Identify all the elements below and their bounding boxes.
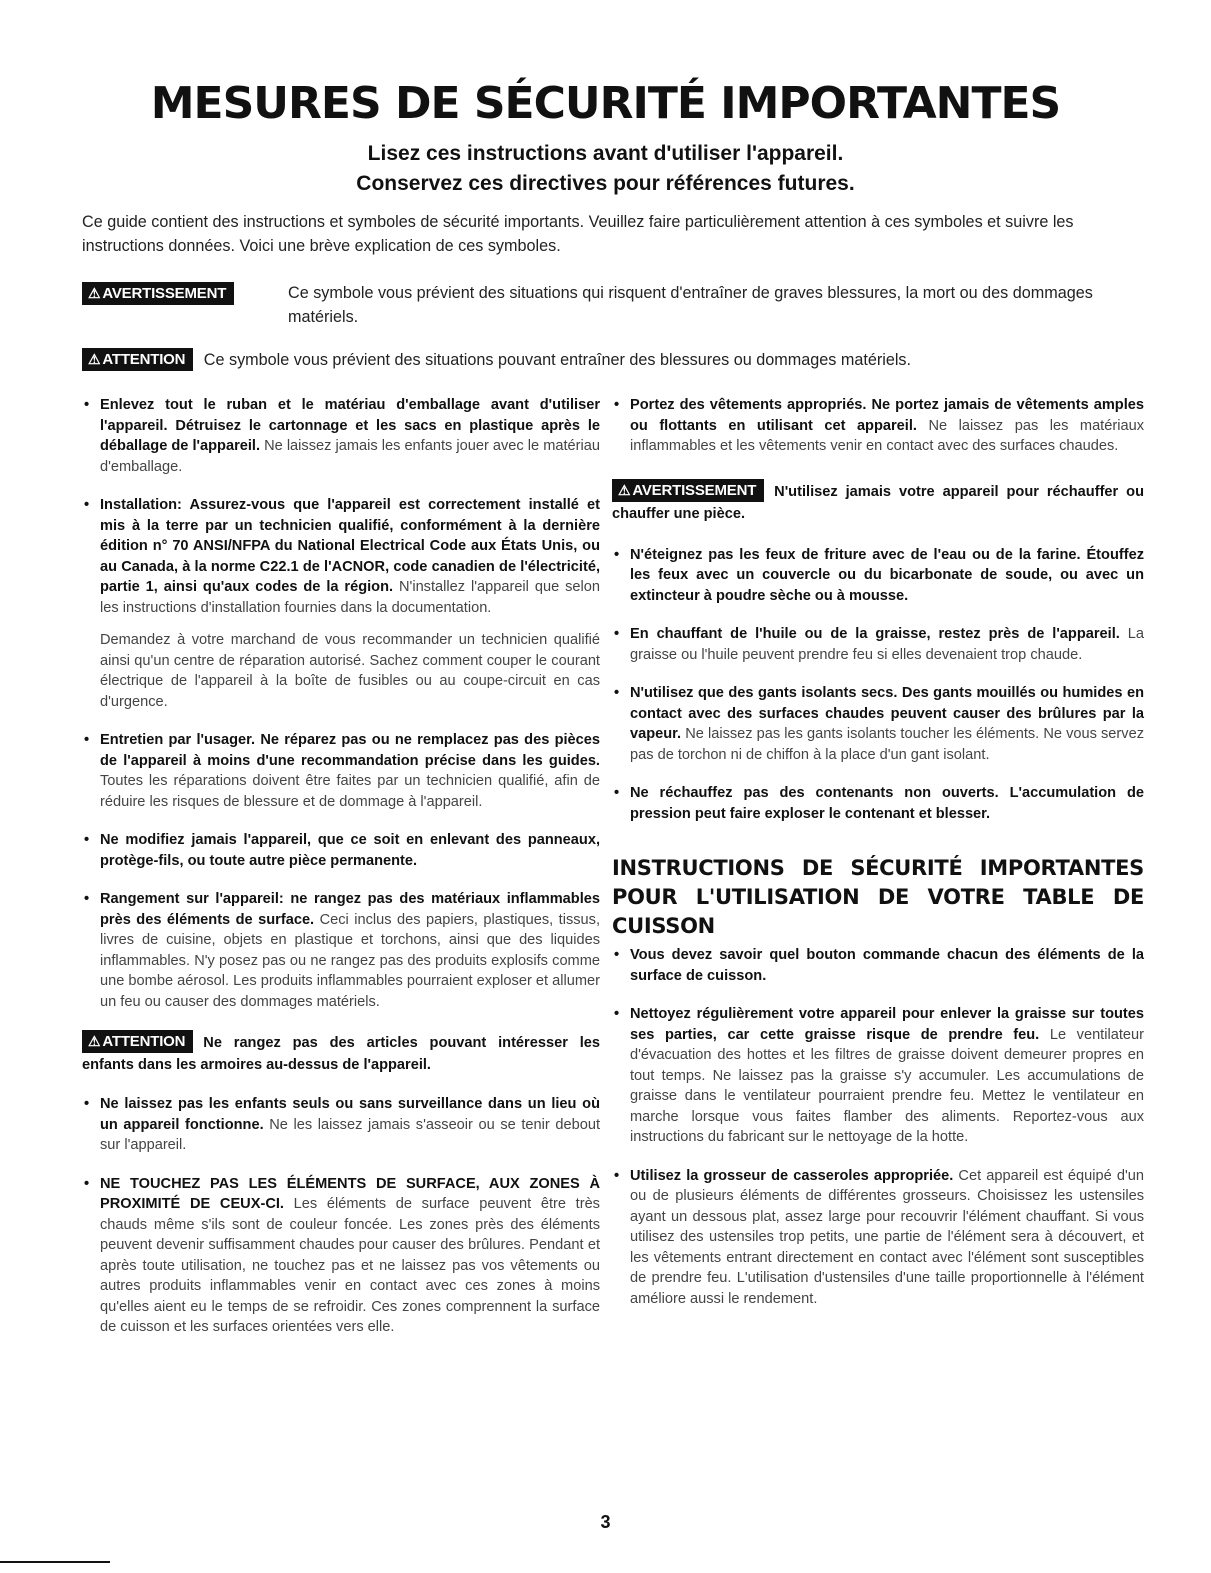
- list-item: • Entretien par l'usager. Ne réparez pas ou ne remplacez pas des pièces de l'appareil à moins d'une recommandation précise dans les guides. Toutes les réparations doivent être faites par un technicien qualifié, afin de réduire les risques de blessure et de dommage à l'appareil.: [82, 730, 600, 812]
- list-item: • Ne réchauffez pas des contenants non ouverts. L'accumulation de pression peut faire exploser le contenant et blesser.: [612, 783, 1144, 824]
- list-item: • Portez des vêtements appropriés. Ne portez jamais de vêtements amples ou flottants en utilisant cet appareil. Ne laissez pas les matériaux inflammables et les vêtements venir en contact avec des surfaces chaudes.: [612, 395, 1144, 457]
- list-item: • Rangement sur l'appareil: ne rangez pas des matériaux inflammables près des éléments de surface. Ceci inclus des papiers, plastiques, tissus, livres de cuisine, objets en plastique et torchons, ainsi que des liquides inflammables. N'y posez pas ou ne rangez pas des produits explosifs comme une bombe aérosol. Les produits inflammables pourraient exploser et allumer un feu ou causer des dommages matériels.: [82, 889, 600, 1012]
- page-number: 3: [600, 1512, 611, 1532]
- caution-definition: [82, 348, 1144, 372]
- warning-triangle-icon: ⚠: [618, 481, 631, 498]
- warning-triangle-icon: ⚠: [88, 285, 101, 301]
- list-item: • N'utilisez que des gants isolants secs. Des gants mouillés ou humides en contact avec des surfaces chaudes peuvent causer des brûlures par la vapeur. Ne laissez pas les gants isolants toucher les éléments. Ne vous servez pas de torchon ni de chiffon à la place d'un gant isolant.: [612, 683, 1144, 765]
- caution-badge: ⚠ ATTENTION: [82, 348, 193, 371]
- list-item: • Nettoyez régulièrement votre appareil pour enlever la graisse sur toutes ses parties, car cette graisse risque de prendre feu. Le ventilateur d'évacuation des hottes et les filtres de graisse doivent demeurer propres en tout temps. Ne laissez pas la graisse s'y accumuler. Les accumulations de graisse dans le ventilateur pourraient prendre feu. Mettez le ventilateur en marche lorsque vous faites flamber des aliments. Reportez-vous aux instructions du fabricant sur le nettoyage de la hotte.: [612, 1004, 1144, 1148]
- left-column: [82, 395, 600, 1356]
- warning-block-text: N'utilisez jamais votre appareil pour réchauffer ou chauffer une pièce.: [612, 483, 1144, 522]
- warning-definition: [82, 281, 1144, 329]
- caution-badge: ⚠ ATTENTION: [82, 1030, 193, 1053]
- list-item: • N'éteignez pas les feux de friture avec de l'eau ou de la farine. Étouffez les feux avec un couvercle ou du bicarbonate de soude, ou avec un extincteur à poudre sèche ou à mousse.: [612, 545, 1144, 607]
- list-item: • Utilisez la grosseur de casseroles appropriée. Cet appareil est équipé d'un ou de plusieurs éléments de différentes grosseurs. Choisissez les ustensiles ayant un dessous plat, assez large pour recouvrir l'élément chauffant. Si vous utilisez des ustensiles trop petits, une partie de l'élément sera à découvert, et les vêtements entrant directement en contact avec l'élément sont susceptibles de prendre feu. L'utilisation d'ustensiles d'une taille proportionnelle à l'élément améliore aussi le rendement.: [612, 1166, 1144, 1310]
- list-item: • En chauffant de l'huile ou de la graisse, restez près de l'appareil. La graisse ou l'huile peuvent prendre feu si elles devenaient trop chaude.: [612, 624, 1144, 665]
- subtitle-keep: Conservez ces directives pour références futures.: [356, 172, 855, 195]
- warning-definition-text: Ce symbole vous prévient des situations qui risquent d'entraîner de graves blessures, la mort ou des dommages matériels.: [288, 284, 1093, 326]
- intro-paragraph: Ce guide contient des instructions et symboles de sécurité importants. Veuillez faire particulièrement attention à ces symboles et suivre les instructions données. Voici une brève explication de ces symboles.: [82, 213, 1074, 255]
- warning-badge: ⚠ AVERTISSEMENT: [612, 479, 764, 502]
- caution-block-text: Ne rangez pas des articles pouvant intéresser les enfants dans les armoires au-dessus de l'appareil.: [82, 1035, 600, 1073]
- caution-triangle-icon: ⚠: [88, 351, 101, 367]
- warning-block: [612, 479, 1144, 525]
- list-item: • NE TOUCHEZ PAS LES ÉLÉMENTS DE SURFACE, AUX ZONES À PROXIMITÉ DE CEUX-CI. Les éléments de surface peuvent être très chauds même s'ils sont de couleur foncée. Les zones près des éléments peuvent devenir suffisamment chaudes pour causer des brûlures. Pendant et après toute utilisation, ne touchez pas et ne laissez pas vos vêtements ou autres produits inflammables venir en contact avec ces zones à moins qu'elles aient eu le temps de se refroidir. Ces zones comprennent la surface de cuisson et les surfaces orientées vers elle.: [82, 1174, 600, 1338]
- caution-definition-text: Ce symbole vous prévient des situations pouvant entraîner des blessures ou dommages matériels.: [203, 351, 912, 369]
- list-item: • Vous devez savoir quel bouton commande chacun des éléments de la surface de cuisson.: [612, 945, 1144, 986]
- page-title: MESURES DE SÉCURITÉ IMPORTANTES: [150, 78, 1061, 129]
- caution-triangle-icon: ⚠: [88, 1033, 101, 1049]
- technician-paragraph: Demandez à votre marchand de vous recommander un technicien qualifié ainsi qu'un centre de réparation autorisé. Sachez comment couper le courant électrique de l'appareil à la boîte de fusibles ou au coupe-circuit en cas d'urgence.: [100, 632, 600, 710]
- warning-badge: ⚠ AVERTISSEMENT: [82, 282, 234, 305]
- caution-block: [82, 1030, 600, 1076]
- footer-rule: [0, 1561, 110, 1563]
- list-item: • Enlevez tout le ruban et le matériau d'emballage avant d'utiliser l'appareil. Détruisez le cartonnage et les sacs en plastique après le déballage de l'appareil. Ne laissez jamais les enfants jouer avec le matériau d'emballage.: [82, 395, 600, 477]
- right-column: [612, 395, 1144, 1327]
- list-item: • Installation: Assurez-vous que l'appareil est correctement installé et mis à la terre par un technicien qualifié, conformément à la dernière édition n° 70 ANSI/NFPA du National Electrical Code aux États Unis, ou au Canada, à la norme C22.1 de l'ACNOR, code canadien de l'électricité, partie 1, ainsi qu'aux codes de la région. N'installez l'appareil que selon les instructions d'installation fournies dans la documentation.: [82, 495, 600, 618]
- list-item: • Ne modifiez jamais l'appareil, que ce soit en enlevant des panneaux, protège-fils, ou toute autre pièce permanente.: [82, 830, 600, 871]
- section-heading: INSTRUCTIONS DE SÉCURITÉ IMPORTANTES POUR L'UTILISATION DE VOTRE TABLE DE CUISSON: [612, 856, 1144, 938]
- subtitle-read: Lisez ces instructions avant d'utiliser l'appareil.: [367, 142, 844, 165]
- list-item: • Ne laissez pas les enfants seuls ou sans surveillance dans un lieu où un appareil fonctionne. Ne les laissez jamais s'asseoir ou se tenir debout sur l'appareil.: [82, 1094, 600, 1156]
